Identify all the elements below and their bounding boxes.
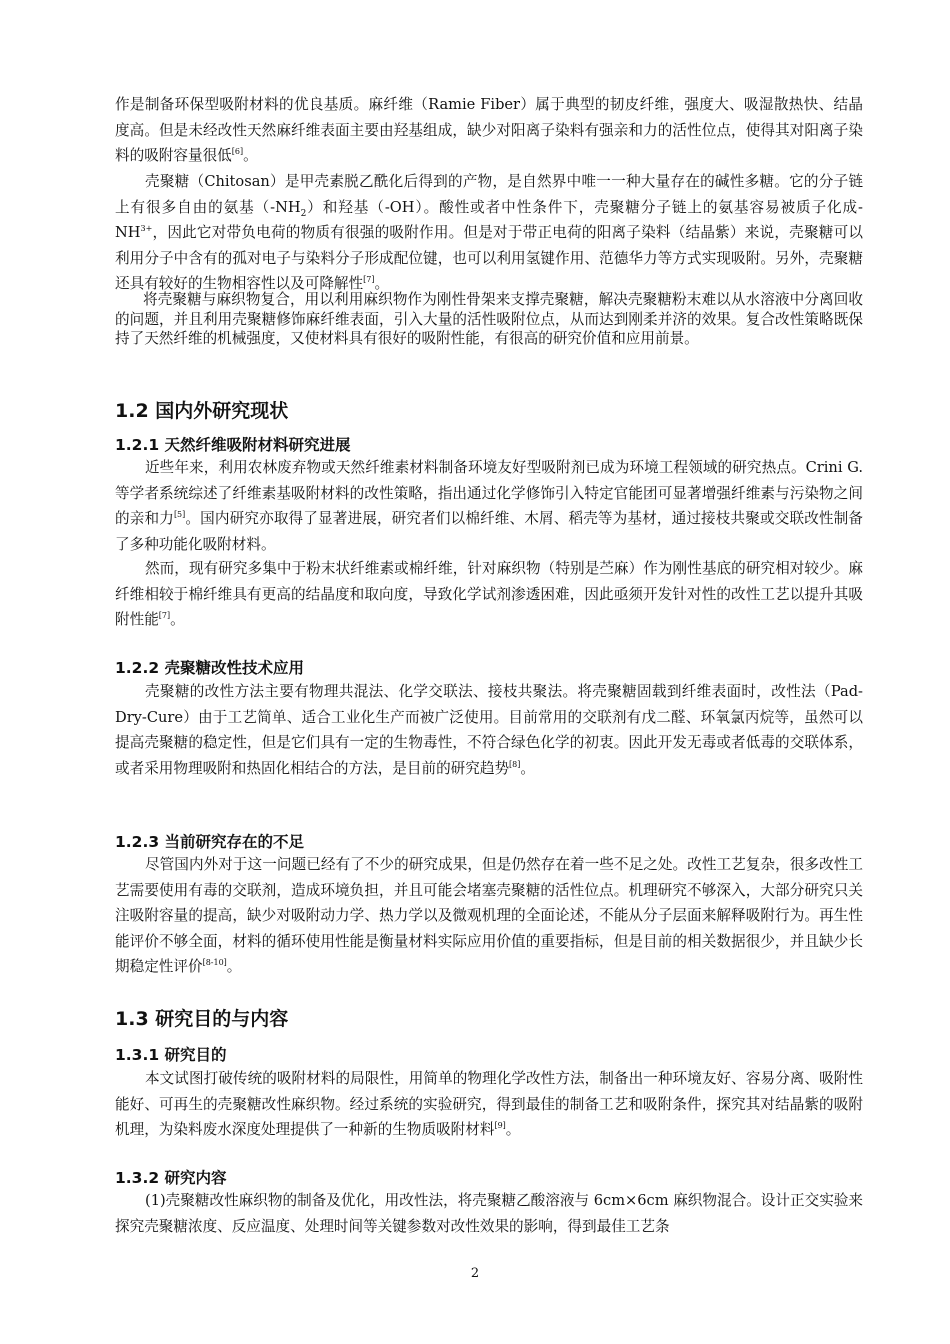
citation: [8] xyxy=(509,759,521,769)
subsection-heading-1-3-2: 1.3.2 研究内容 xyxy=(115,1169,227,1187)
subsection-heading-1-2-3: 1.2.3 当前研究存在的不足 xyxy=(115,833,305,851)
paragraph-research-content: (1)壳聚糖改性麻织物的制备及优化，用改性法，将壳聚糖乙酸溶液与 6cm×6cm 麻织物混合。设计正交实验来探究壳聚糖浓度、反应温度、处理时间等关键参数对改性效果的影响，得到最佳工艺条 xyxy=(115,1192,863,1235)
citation: [8-10] xyxy=(202,958,227,968)
paragraph-composite: 将壳聚糖与麻织物复合，用以利用麻织物作为刚性骨架来支撑壳聚糖，解决壳聚糖粉末难以从水溶液中分离回收的问题，并且利用壳聚糖修饰麻纤维表面，引入大量的活性吸附位点，从而达到刚柔并济的效果。复合改性策略既保持了天然纤维的机械强度，又使材料具有很好的吸附性能，有很高的研究价值和应用前景。 xyxy=(115,291,863,347)
citation: [5] xyxy=(173,510,186,520)
superscript: 3+ xyxy=(140,224,153,234)
citation: [7] xyxy=(363,275,375,285)
section-heading-1-3: 1.3 研究目的与内容 xyxy=(115,1008,289,1030)
paragraph-research-shortcomings: 尽管国内外对于这一问题已经有了不少的研究成果，但是仍然存在着一些不足之处。改性工艺复杂，很多改性工艺需要使用有毒的交联剂，造成环境负担，并且可能会堵塞壳聚糖的活性位点。机理研究不够深入，大部分研究只关注吸附容量的提高，缺少对吸附动力学、热力学以及微观机理的全面论述，不能从分子层面来解释吸附行为。再生性能评价不够全面，材料的循环使用性能是衡量材料实际应用价值的重要指标，但是目前的相关数据很少，并且缺少长期稳定性评价[8-10]。 xyxy=(115,856,863,975)
paragraph-research-purpose: 本文试图打破传统的吸附材料的局限性，用简单的物理化学改性方法，制备出一种环境友好、容易分离、吸附性能好、可再生的壳聚糖改性麻织物。经过系统的实验研究，得到最佳的制备工艺和吸附条件，探究其对结晶紫的吸附机理，为染料废水深度处理提供了一种新的生物质吸附材料[9]。 xyxy=(115,1070,863,1138)
subsection-heading-1-3-1: 1.3.1 研究目的 xyxy=(115,1046,227,1064)
paragraph-ramie-research-gap: 然而，现有研究多集中于粉末状纤维素或棉纤维，针对麻织物（特别是苎麻）作为刚性基底的研究相对较少。麻纤维相较于棉纤维具有更高的结晶度和取向度，导致化学试剂渗透困难，因此亟须开发针对性的改性工艺以提升其吸附性能[7]。 xyxy=(115,560,863,628)
subscript: 2 xyxy=(300,208,307,219)
subsection-heading-1-2-1: 1.2.1 天然纤维吸附材料研究进展 xyxy=(115,436,351,454)
page-number: 2 xyxy=(470,1266,480,1281)
paragraph-ramie-fiber: 作是制备环保型吸附材料的优良基质。麻纤维（Ramie Fiber）属于典型的韧皮纤维，强度大、吸湿散热快、结晶度高。但是未经改性天然麻纤维表面主要由羟基组成，缺少对阳离子染料有强亲和力的活性位点，使得其对阳离子染料的吸附容量很低[6]。 xyxy=(115,96,863,164)
citation: [6] xyxy=(231,147,244,157)
citation: [9] xyxy=(494,1121,506,1131)
paragraph-chitosan: 壳聚糖（Chitosan）是甲壳素脱乙酰化后得到的产物，是自然界中唯一一种大量存在的碱性多糖。它的分子链上有很多自由的氨基$(-NH_2)$和羟基（-OH）。酸性或者中性条件下，壳聚糖分子链上的氨基容易被质子化成$-NH^{3+}$，因此它对带负电荷的物质有很强的吸附作用。但是对于带正电荷的阳离子染料（结晶紫）来说，壳聚糖可以利用分子中含有的孤对电子与染料分子形成配位键，也可以利用氢键作用、范德华力等方式实现吸附。另外，壳聚糖还具有较好的生物相容性以及可降解性[7]。 xyxy=(115,173,863,292)
citation: [7] xyxy=(158,611,171,621)
paragraph-chitosan-modification: 壳聚糖的改性方法主要有物理共混法、化学交联法、接枝共聚法。将壳聚糖固载到纤维表面时，改性法（Pad-Dry-Cure）由于工艺简单、适合工业化生产而被广泛使用。目前常用的交联剂有戊二醛、环氧氯丙烷等，虽然可以提高壳聚糖的稳定性，但是它们具有一定的生物毒性，不符合绿色化学的初衷。因此开发无毒或者低毒的交联体系，或者采用物理吸附和热固化相结合的方法，是目前的研究趋势[8]。 xyxy=(115,683,863,777)
paragraph-natural-fiber: 近些年来，利用农林废弃物或天然纤维素材料制备环境友好型吸附剂已成为环境工程领域的研究热点。Crini G. 等学者系统综述了纤维素基吸附材料的改性策略，指出通过化学修饰引入特定官能团可显著增强纤维素与污染物之间的亲和力[5]。国内研究亦取得了显著进展，研究者们以棉纤维、木屑、稻壳等为基材，通过接枝共聚或交联改性制备了多种功能化吸附材料。 xyxy=(115,459,863,553)
subsection-heading-1-2-2: 1.2.2 壳聚糖改性技术应用 xyxy=(115,659,305,677)
section-heading-1-2: 1.2 国内外研究现状 xyxy=(115,400,289,422)
